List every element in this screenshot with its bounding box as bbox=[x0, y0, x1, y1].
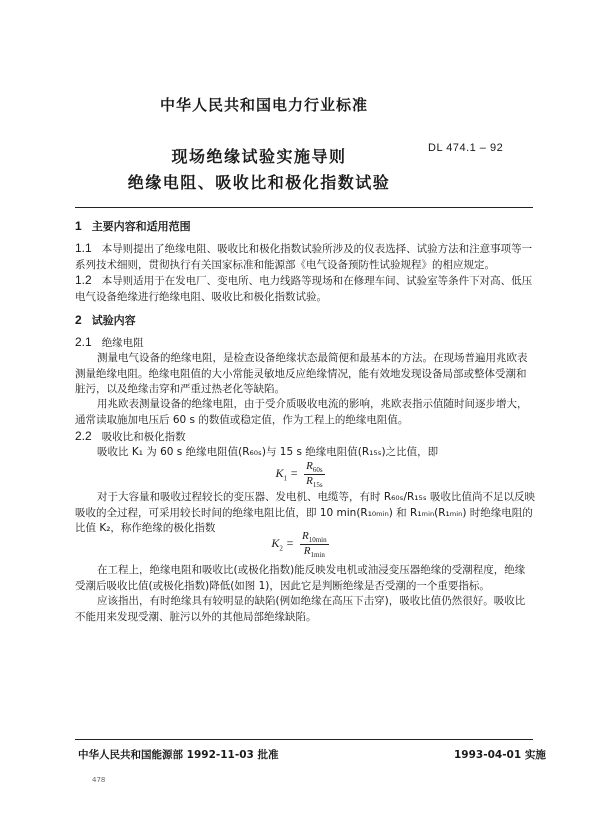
implementation-date: 1993-04-01 实施 bbox=[454, 749, 546, 761]
formula-lhs: $K_2$ = bbox=[271, 536, 294, 553]
section-number: 1 bbox=[75, 219, 82, 233]
header-divider bbox=[75, 207, 533, 208]
paragraph-2-2-b: 对于大容量和吸收过程较长的变压器、发电机、电缆等，有时 R₆₀ₛ/R₁₅ₛ 吸收比值尚不足以反映吸收的全过程，可采用较长时间的绝缘电阻比值，即 10 min(R₁₀ₘᵢₙ) 和 R₁ₘᵢₙ(R₁ₘᵢₙ) 时绝缘电阻的比值 K₂，称作绝缘的极化指数 bbox=[75, 491, 535, 534]
formula-fraction: $\frac{R_{60s}}{R_{15s}}$ bbox=[306, 460, 323, 490]
paragraph-1-1 bbox=[75, 241, 535, 273]
clause-title: 吸收比和极化指数 bbox=[101, 431, 186, 443]
clause-text: 本导则适用于在发电厂、变电所、电力线路等现场和在修理车间、试验室等条件下对高、低压电气设备绝缘进行绝缘电阻、吸收比和极化指数试验。 bbox=[75, 275, 533, 303]
paragraph-2-1-a: 测量电气设备的绝缘电阻，是检查设备绝缘状态最简便和最基本的方法。在现场普遍用兆欧表测量绝缘电阻。绝缘电阻值的大小常能灵敏地反应绝缘情况，能有效地发现设备局部或整体受潮和脏污，以及绝缘击穿和严重过热老化等缺陷。 bbox=[75, 352, 528, 395]
paragraph-2-2-c: 在工程上，绝缘电阻和吸收比(或极化指数)能反映发电机或油浸变压器绝缘的受潮程度，绝缘受潮后吸收比值(或极化指数)降低(如图 1)，因此它是判断绝缘是否受潮的一个重要指标。 bbox=[75, 564, 526, 592]
clause-number: 2.1 bbox=[75, 335, 92, 349]
paragraph-1-2 bbox=[75, 273, 535, 305]
section-2-heading bbox=[75, 313, 535, 329]
approval-info: 中华人民共和国能源部 1992-11-03 批准 bbox=[78, 749, 279, 761]
document-title-line2: 绝缘电阻、吸收比和极化指数试验 bbox=[127, 173, 391, 192]
footer-divider bbox=[75, 739, 533, 740]
issuing-organization: 中华人民共和国电力行业标准 bbox=[160, 96, 369, 114]
section-number: 2 bbox=[75, 313, 82, 327]
section-title: 主要内容和适用范围 bbox=[91, 220, 191, 233]
formula-lhs: $K_1$ = bbox=[275, 466, 299, 483]
clause-number: 1.2 bbox=[75, 273, 92, 287]
document-title-line1: 现场绝缘试验实施导则 bbox=[171, 147, 347, 166]
clause-number: 1.1 bbox=[75, 241, 92, 255]
subsection-2-2-heading bbox=[75, 429, 535, 446]
standard-code: DL 474.1 – 92 bbox=[428, 142, 504, 154]
clause-text: 本导则提出了绝缘电阻、吸收比和极化指数试验所涉及的仪表选择、试验方法和注意事项等一系列技术细则，贯彻执行有关国家标准和能源部《电气设备预防性试验规程》的相应规定。 bbox=[75, 243, 533, 271]
formula-absorption-ratio bbox=[0, 460, 600, 489]
formula-fraction: $\frac{R_{10min}}{R_{1min}}$ bbox=[302, 530, 327, 560]
section-title: 试验内容 bbox=[91, 314, 136, 327]
paragraph-2-2-a: 吸收比 K₁ 为 60 s 绝缘电阻值(R₆₀ₛ)与 15 s 绝缘电阻值(R₁₅ₛ)之比值，即 bbox=[97, 446, 439, 458]
paragraph-2-2-d: 应该指出，有时绝缘具有较明显的缺陷(例如绝缘在高压下击穿)，吸收比值仍然很好。吸收比不能用来发现受潮、脏污以外的其他局部绝缘缺陷。 bbox=[75, 595, 526, 623]
clause-number: 2.2 bbox=[75, 429, 92, 443]
subsection-2-1-heading bbox=[75, 335, 535, 352]
formula-polarization-index bbox=[0, 530, 600, 559]
paragraph-2-1-b: 用兆欧表测量设备的绝缘电阻，由于受介质吸收电流的影响，兆欧表指示值随时间逐步增大，通常读取施加电压后 60 s 的数值或稳定值，作为工程上的绝缘电阻值。 bbox=[75, 398, 528, 426]
clause-title: 绝缘电阻 bbox=[101, 337, 144, 349]
page-number: 478 bbox=[92, 776, 106, 784]
section-1-heading bbox=[75, 219, 535, 235]
